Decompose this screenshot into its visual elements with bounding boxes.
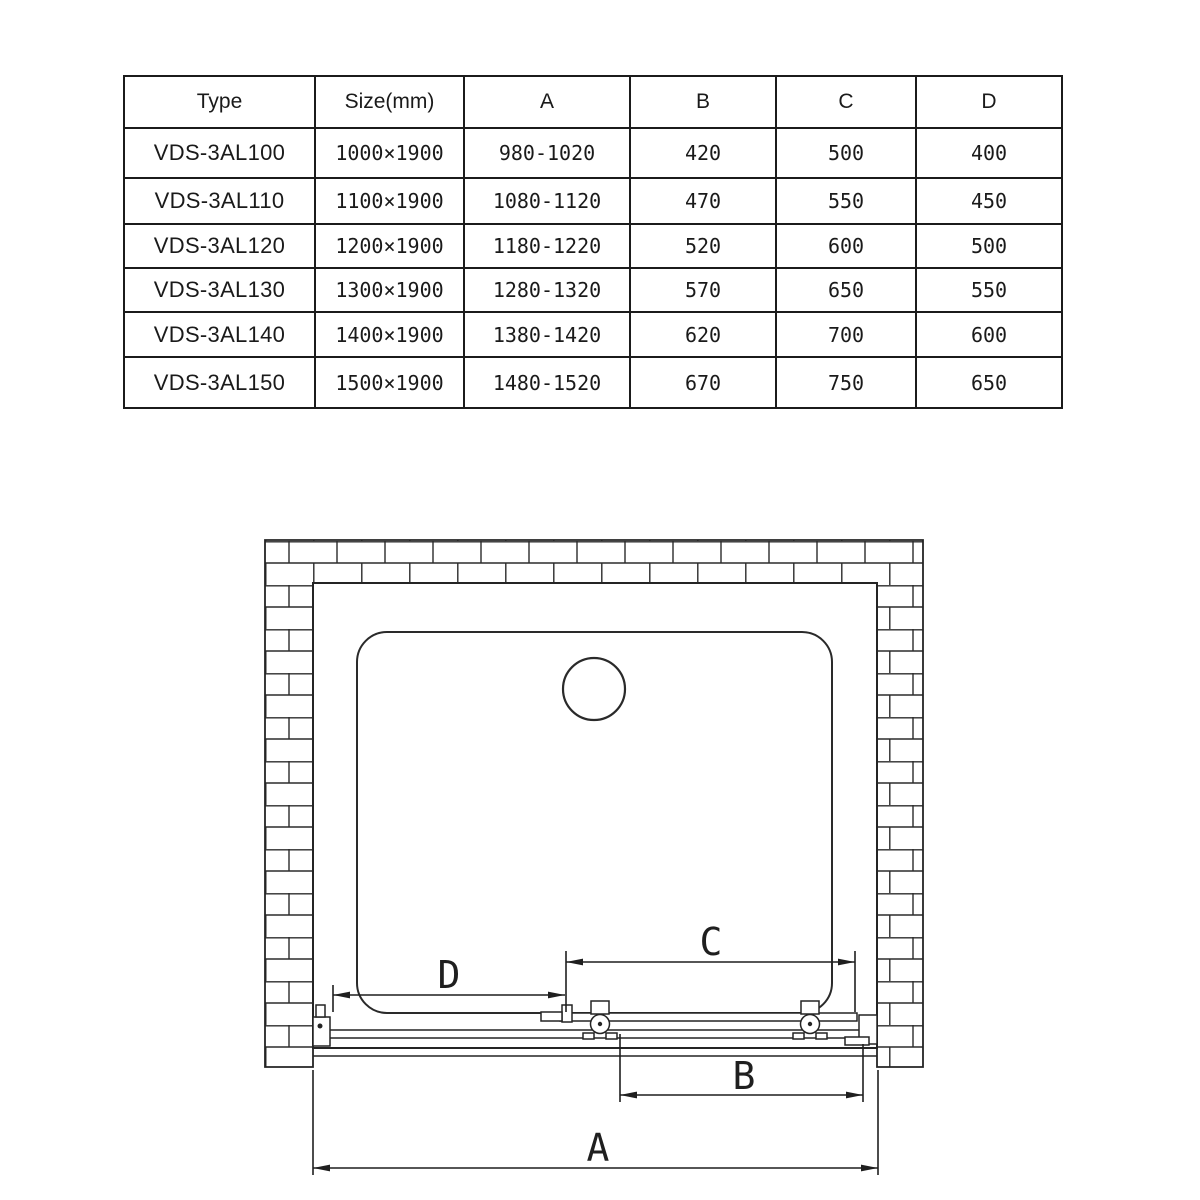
col-header-b: B [630, 76, 776, 128]
cell-value: 670 [630, 357, 776, 408]
cell-type: VDS-3AL150 [124, 357, 315, 408]
dimension-label-c: C [699, 920, 723, 964]
dimension-label-a: A [586, 1126, 610, 1170]
col-header-sizemm: Size(mm) [315, 76, 464, 128]
cell-value: 600 [776, 224, 916, 268]
drain [563, 658, 625, 720]
cell-value: 980-1020 [464, 128, 630, 178]
cell-value: 1080-1120 [464, 178, 630, 224]
cell-type: VDS-3AL120 [124, 224, 315, 268]
cell-value: 500 [776, 128, 916, 178]
cell-value: 620 [630, 312, 776, 357]
cell-type: VDS-3AL140 [124, 312, 315, 357]
cell-value: 1500×1900 [315, 357, 464, 408]
cell-type: VDS-3AL110 [124, 178, 315, 224]
col-header-c: C [776, 76, 916, 128]
cell-value: 1100×1900 [315, 178, 464, 224]
col-header-d: D [916, 76, 1062, 128]
cell-type: VDS-3AL100 [124, 128, 315, 178]
enclosure-outline [313, 583, 877, 1048]
cell-value: 650 [776, 268, 916, 312]
cell-value: 450 [916, 178, 1062, 224]
cell-value: 1180-1220 [464, 224, 630, 268]
cell-value: 1480-1520 [464, 357, 630, 408]
cell-value: 470 [630, 178, 776, 224]
cell-value: 1280-1320 [464, 268, 630, 312]
cell-value: 700 [776, 312, 916, 357]
cell-value: 500 [916, 224, 1062, 268]
cell-value: 1400×1900 [315, 312, 464, 357]
cell-type: VDS-3AL130 [124, 268, 315, 312]
cell-value: 400 [916, 128, 1062, 178]
cell-value: 750 [776, 357, 916, 408]
cell-value: 550 [916, 268, 1062, 312]
cell-value: 1000×1900 [315, 128, 464, 178]
cell-value: 1380-1420 [464, 312, 630, 357]
cell-value: 520 [630, 224, 776, 268]
cell-value: 1300×1900 [315, 268, 464, 312]
cell-value: 550 [776, 178, 916, 224]
cell-value: 420 [630, 128, 776, 178]
dimension-label-d: D [437, 953, 461, 997]
cell-value: 570 [630, 268, 776, 312]
cell-value: 1200×1900 [315, 224, 464, 268]
cell-value: 600 [916, 312, 1062, 357]
col-header-a: A [464, 76, 630, 128]
col-header-type: Type [124, 76, 315, 128]
cell-value: 650 [916, 357, 1062, 408]
dimension-label-b: B [732, 1054, 756, 1098]
